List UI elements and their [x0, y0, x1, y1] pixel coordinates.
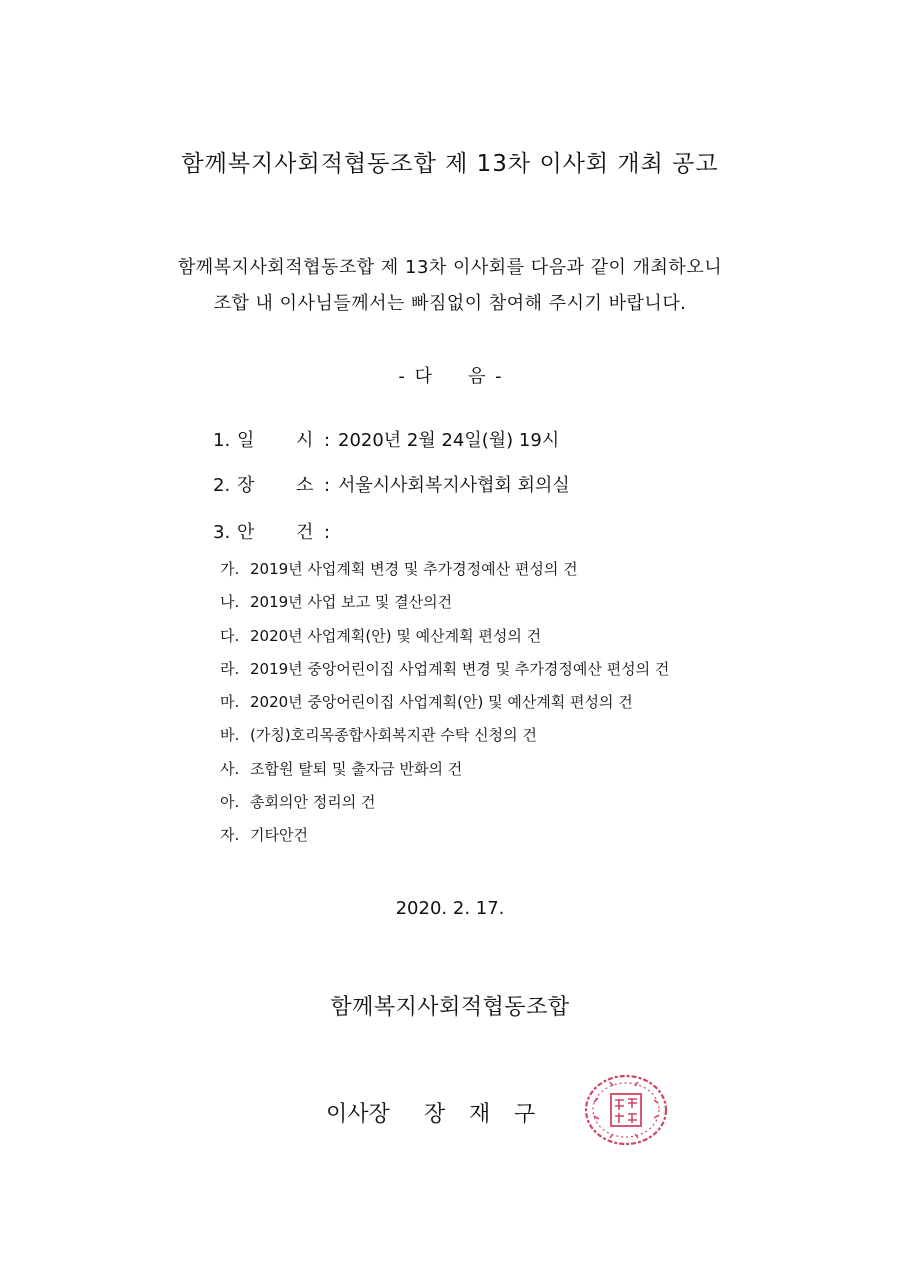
detail-value: 2020년 2월 24일(월) 19시	[338, 430, 560, 451]
agenda-item-text: 2019년 사업 보고 및 결산의건	[250, 593, 453, 612]
detail-number: 1.	[213, 430, 231, 451]
intro-line-1: 함께복지사회적협동조합 제 13차 이사회를 다음과 같이 개최하오니	[177, 257, 723, 278]
agenda-item-mark: 마.	[220, 693, 240, 712]
section-heading-right: 음 -	[468, 366, 502, 387]
detail-colon: :	[324, 475, 331, 496]
document-title: 함께복지사회적협동조합 제 13차 이사회 개최 공고	[181, 151, 719, 177]
signer-name-char: 구	[514, 1102, 536, 1127]
detail-key-first: 안	[237, 522, 255, 543]
intro-line-2: 조합 내 이사님들께서는 빠짐없이 참여해 주시기 바랍니다.	[213, 293, 687, 314]
agenda-item-text: 2019년 중앙어린이집 사업계획 변경 및 추가경정예산 편성의 건	[250, 659, 670, 678]
detail-key-second: 건	[296, 522, 314, 543]
signer-line	[326, 1097, 559, 1128]
signer-role: 이사장	[326, 1102, 390, 1127]
agenda-item-text: 조합원 탈퇴 및 출자금 반화의 건	[250, 759, 463, 778]
agenda-item-text: 기타안건	[250, 826, 308, 845]
agenda-item-mark: 사.	[220, 759, 240, 778]
detail-number: 2.	[213, 475, 231, 496]
agenda-item	[220, 758, 669, 791]
agenda-item	[220, 824, 669, 857]
agenda-item-mark: 아.	[220, 793, 240, 812]
detail-key-first: 일	[237, 430, 255, 451]
document-date: 2020. 2. 17.	[395, 898, 505, 919]
agenda-item	[220, 625, 669, 658]
agenda-item	[220, 658, 669, 691]
agenda-item	[220, 591, 669, 624]
detail-value: 서울시사회복지사협회 회의실	[338, 475, 570, 496]
agenda-item	[220, 558, 669, 591]
detail-agenda-heading	[213, 518, 338, 544]
signer-name-char: 장	[424, 1102, 446, 1127]
agenda-item-text: 2020년 사업계획(안) 및 예산계획 편성의 건	[250, 626, 542, 645]
agenda-item-text: 총회의안 정리의 건	[250, 793, 376, 812]
detail-colon: :	[324, 430, 331, 451]
agenda-item	[220, 691, 669, 724]
agenda-item	[220, 791, 669, 824]
detail-location	[213, 471, 570, 497]
official-seal-icon	[580, 1072, 672, 1148]
agenda-item-text: 2020년 중앙어린이집 사업계획(안) 및 예산계획 편성의 건	[250, 693, 633, 712]
agenda-list	[220, 558, 669, 858]
signer-name-char: 재	[469, 1102, 491, 1127]
detail-key-second: 소	[296, 475, 314, 496]
detail-number: 3.	[213, 522, 231, 543]
agenda-item-mark: 다.	[220, 626, 240, 645]
agenda-item-mark: 바.	[220, 726, 240, 745]
detail-datetime	[213, 426, 559, 452]
agenda-item-mark: 가.	[220, 560, 240, 578]
agenda-item-text: (가칭)호리목종합사회복지관 수탁 신청의 건	[250, 726, 537, 745]
section-heading-left: - 다	[398, 366, 432, 387]
agenda-item	[220, 724, 669, 757]
agenda-item-mark: 나.	[220, 593, 240, 612]
agenda-item-mark: 라.	[220, 659, 240, 678]
detail-key-second: 시	[296, 430, 314, 451]
agenda-item-text: 2019년 사업계획 변경 및 추가경정예산 편성의 건	[250, 560, 578, 578]
detail-key-first: 장	[237, 475, 255, 496]
agenda-item-mark: 자.	[220, 826, 240, 845]
organization-name: 함께복지사회적협동조합	[330, 995, 570, 1020]
section-heading	[0, 362, 900, 388]
detail-colon: :	[324, 522, 331, 543]
